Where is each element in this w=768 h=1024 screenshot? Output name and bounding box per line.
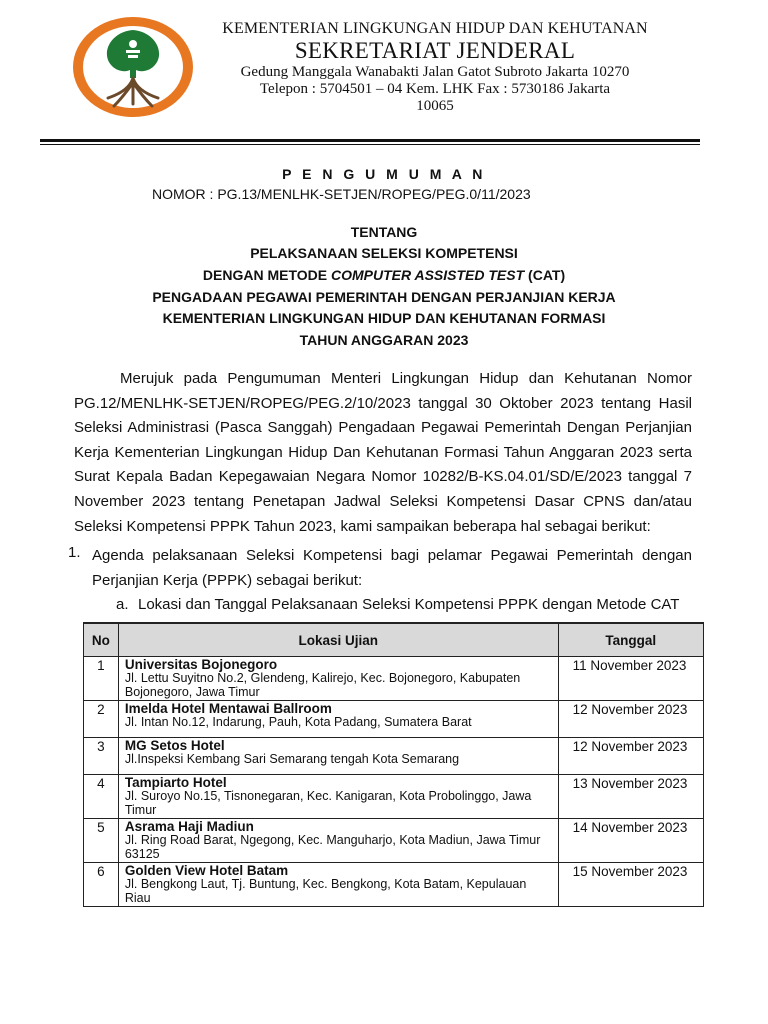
row-no: 2: [84, 701, 119, 738]
row-location: [118, 819, 558, 863]
row-date: 11 November 2023: [558, 657, 703, 701]
item-1-number: 1.: [68, 544, 81, 561]
table-row: [84, 775, 704, 819]
table-row: [84, 863, 704, 907]
row-date: 12 November 2023: [558, 701, 703, 738]
location-name: Asrama Haji Madiun: [124, 819, 254, 834]
row-no: 1: [84, 657, 119, 701]
title-line-3: PENGADAAN PEGAWAI PEMERINTAH DENGAN PERJANJIAN KERJA: [152, 289, 616, 305]
title-line-1: PELAKSANAAN SELEKSI KOMPETENSI: [250, 245, 518, 261]
location-address: Jl. Suroyo No.15, Tisnonegaran, Kec. Kanigaran, Kota Probolinggo, Jawa Timur: [124, 789, 532, 817]
subitem-a-text: Lokasi dan Tanggal Pelaksanaan Seleksi Kompetensi PPPK dengan Metode CAT: [138, 596, 680, 613]
schedule-table: [83, 622, 704, 907]
letterhead-rule-thin: [40, 144, 700, 145]
title-line-2-suffix: (CAT): [524, 267, 566, 283]
header-date: Tanggal: [558, 623, 703, 657]
letterhead-phone-line2: 10065: [416, 98, 454, 114]
ministry-logo: [70, 14, 196, 120]
row-location: [118, 863, 558, 907]
header-location: Lokasi Ujian: [118, 623, 558, 657]
title-line-2: [0, 267, 768, 283]
letterhead-ministry: KEMENTERIAN LINGKUNGAN HIDUP DAN KEHUTANAN: [222, 20, 648, 37]
table-header-row: [84, 623, 704, 657]
row-date: 14 November 2023: [558, 819, 703, 863]
location-name: Golden View Hotel Batam: [124, 863, 289, 878]
letterhead-rule-thick: [40, 139, 700, 142]
letterhead-address: Gedung Manggala Wanabakti Jalan Gatot Subroto Jakarta 10270: [240, 64, 630, 80]
row-date: 12 November 2023: [558, 738, 703, 775]
row-no: 3: [84, 738, 119, 775]
table-row: [84, 701, 704, 738]
header-no: No: [84, 623, 119, 657]
row-no: 4: [84, 775, 119, 819]
title-line-5: TAHUN ANGGARAN 2023: [299, 332, 469, 348]
row-no: 5: [84, 819, 119, 863]
location-address: Jl. Ring Road Barat, Ngegong, Kec. Manguharjo, Kota Madiun, Jawa Timur 63125: [124, 833, 541, 861]
row-date: 15 November 2023: [558, 863, 703, 907]
table-row: [84, 819, 704, 863]
row-location: [118, 657, 558, 701]
body-paragraph: Merujuk pada Pengumuman Menteri Lingkungan Hidup dan Kehutanan Nomor PG.12/MENLHK-SETJEN/ROPEG/PEG.2/10/2023 tanggal 30 Oktober 2023 tentang Hasil Seleksi Administrasi (Pasca Sanggah) Pengadaan Pegawai Pemerintah Dengan Perjanjian Kerja Kementerian Lingkungan Hidup Dan Kehutanan Formasi Tahun Anggaran 2023 serta Surat Kepala Badan Kepegawaian Negara Nomor 10282/B-KS.04.01/SD/E/2023 tanggal 7 November 2023 tentang Penetapan Jadwal Seleksi Kompetensi Dasar CPNS dan/atau Seleksi Kompetensi PPPK Tahun 2023, kami sampaikan beberapa hal sebagai berikut:: [74, 370, 692, 535]
title-line-2-prefix: DENGAN METODE: [202, 267, 331, 283]
location-name: Tampiarto Hotel: [124, 775, 227, 790]
row-location: [118, 775, 558, 819]
row-no: 6: [84, 863, 119, 907]
title-line-2-italic: COMPUTER ASSISTED TEST: [330, 267, 525, 283]
table-row: [84, 738, 704, 775]
location-name: MG Setos Hotel: [124, 738, 225, 753]
table-row: [84, 657, 704, 701]
announcement-number: NOMOR : PG.13/MENLHK-SETJEN/ROPEG/PEG.0/11/2023: [152, 186, 531, 202]
letterhead-phone: [200, 81, 670, 115]
letterhead-phone-line1: Telepon : 5704501 – 04 Kem. LHK Fax : 5730186 Jakarta: [259, 81, 611, 97]
announcement-heading: P E N G U M U M A N: [282, 166, 486, 182]
location-address: Jl.Inspeksi Kembang Sari Semarang tengah Kota Semarang: [124, 752, 460, 766]
subitem-a-label: a.: [116, 596, 129, 613]
title-tentang: TENTANG: [350, 224, 418, 240]
row-location: [118, 701, 558, 738]
location-name: Imelda Hotel Mentawai Ballroom: [124, 701, 332, 716]
row-date: 13 November 2023: [558, 775, 703, 819]
location-address: Jl. Bengkong Laut, Tj. Buntung, Kec. Bengkong, Kota Batam, Kepulauan Riau: [124, 877, 527, 905]
item-1-text: Agenda pelaksanaan Seleksi Kompetensi bagi pelamar Pegawai Pemerintah dengan Perjanjian Kerja (PPPK) sebagai berikut:: [92, 547, 692, 589]
title-line-4: KEMENTERIAN LINGKUNGAN HIDUP DAN KEHUTANAN FORMASI: [162, 310, 606, 326]
location-address: Jl. Intan No.12, Indarung, Pauh, Kota Padang, Sumatera Barat: [124, 715, 472, 729]
location-name: Universitas Bojonegoro: [124, 657, 278, 672]
row-location: [118, 738, 558, 775]
location-address: Jl. Lettu Suyitno No.2, Glendeng, Kalirejo, Kec. Bojonegoro, Kabupaten Bojonegoro, Jawa Timur: [124, 671, 521, 699]
letterhead-secretariat: SEKRETARIAT JENDERAL: [294, 38, 576, 63]
